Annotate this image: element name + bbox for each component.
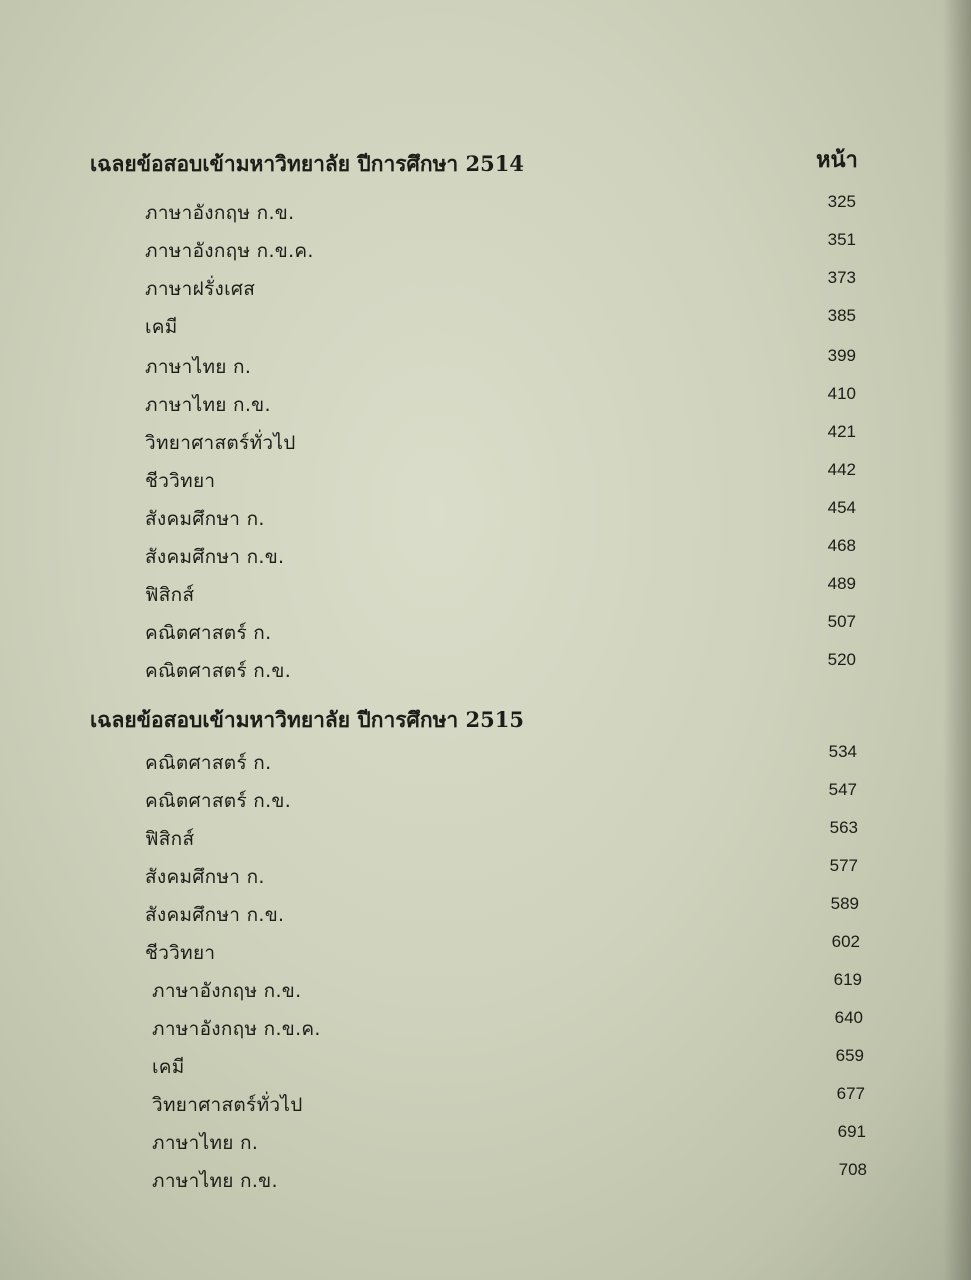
toc-entry-page: 640 <box>834 1008 863 1027</box>
toc-entry-subject: ภาษาฝรั่งเศส <box>145 278 256 300</box>
toc-entry-page: 421 <box>827 422 856 441</box>
toc-entry[interactable] <box>0 1160 971 1198</box>
toc-entry-page: 468 <box>827 536 856 555</box>
toc-entry-page: 547 <box>828 780 857 799</box>
toc-entry-subject: ภาษาอังกฤษ ก.ข.ค. <box>152 1018 321 1040</box>
toc-entry[interactable] <box>0 384 971 422</box>
toc-entry-subject: คณิตศาสตร์ ก. <box>145 622 272 644</box>
toc-entry[interactable] <box>0 780 971 818</box>
toc-entry-subject: คณิตศาสตร์ ก.ข. <box>145 790 292 812</box>
toc-entry-subject: ภาษาไทย ก.ข. <box>152 1170 278 1192</box>
toc-entry-page: 708 <box>838 1160 867 1179</box>
toc-entry-page: 677 <box>836 1084 865 1103</box>
toc-entry-subject: สังคมศึกษา ก.ข. <box>145 904 285 926</box>
toc-entry-page: 454 <box>827 498 856 517</box>
toc-entry-subject: สังคมศึกษา ก.ข. <box>145 546 285 568</box>
toc-entry-subject: คณิตศาสตร์ ก. <box>145 752 272 774</box>
toc-entry[interactable] <box>0 1084 971 1122</box>
toc-entry[interactable] <box>0 612 971 650</box>
toc-entry[interactable] <box>0 932 971 970</box>
toc-entry-subject: ฟิสิกส์ <box>145 584 195 606</box>
section-title-2515: เฉลยข้อสอบเข้ามหาวิทยาลัย ปีการศึกษา 2515 <box>90 707 524 732</box>
toc-entry-page: 507 <box>827 612 856 631</box>
toc-entry-page: 442 <box>827 460 856 479</box>
toc-entry-page: 619 <box>833 970 862 989</box>
toc-entry[interactable] <box>0 650 971 688</box>
toc-entry[interactable] <box>0 574 971 612</box>
toc-entry-page: 589 <box>830 894 859 913</box>
toc-entry-subject: ภาษาไทย ก. <box>152 1132 259 1154</box>
toc-entry-subject: ชีววิทยา <box>145 470 216 492</box>
toc-entry-subject: คณิตศาสตร์ ก.ข. <box>145 660 292 682</box>
toc-entry[interactable] <box>0 460 971 498</box>
toc-entry[interactable] <box>0 536 971 574</box>
toc-entry-page: 563 <box>829 818 858 837</box>
toc-entry[interactable] <box>0 970 971 1008</box>
toc-entry-page: 351 <box>827 230 856 249</box>
toc-entry-page: 577 <box>829 856 858 875</box>
toc-entry[interactable] <box>0 230 971 268</box>
toc-entry[interactable] <box>0 346 971 384</box>
toc-entry-page: 325 <box>827 192 856 211</box>
toc-entry[interactable] <box>0 192 971 230</box>
toc-entry-subject: ภาษาอังกฤษ ก.ข.ค. <box>145 240 314 262</box>
toc-entry-page: 489 <box>827 574 856 593</box>
toc-entry-page: 534 <box>828 742 857 761</box>
toc-entry-subject: วิทยาศาสตร์ทั่วไป <box>152 1094 303 1116</box>
toc-entry[interactable] <box>0 1046 971 1084</box>
toc-entry-page: 691 <box>837 1122 866 1141</box>
toc-entry-page: 373 <box>827 268 856 287</box>
page-column-header: หน้า <box>816 147 858 173</box>
toc-entry-subject: สังคมศึกษา ก. <box>145 866 265 888</box>
toc-entry[interactable] <box>0 422 971 460</box>
toc-entry-page: 385 <box>827 306 856 325</box>
toc-entry[interactable] <box>0 894 971 932</box>
toc-entry-page: 659 <box>835 1046 864 1065</box>
toc-entry[interactable] <box>0 306 971 344</box>
toc-entry-subject: ภาษาไทย ก. <box>145 356 252 378</box>
toc-entry[interactable] <box>0 268 971 306</box>
section-title-2514: เฉลยข้อสอบเข้ามหาวิทยาลัย ปีการศึกษา 2514 <box>90 151 524 176</box>
toc-entry-subject: ชีววิทยา <box>145 942 216 964</box>
toc-entry-subject: เคมี <box>145 316 178 338</box>
toc-entry-page: 520 <box>827 650 856 669</box>
toc-entry[interactable] <box>0 1122 971 1160</box>
toc-entry-subject: ภาษาไทย ก.ข. <box>145 394 271 416</box>
toc-entry-subject: ภาษาอังกฤษ ก.ข. <box>145 202 295 224</box>
toc-entry[interactable] <box>0 818 971 856</box>
toc-entry[interactable] <box>0 1008 971 1046</box>
toc-entry-page: 410 <box>827 384 856 403</box>
toc-entry-page: 399 <box>827 346 856 365</box>
toc-entry-page: 602 <box>831 932 860 951</box>
toc-entry-subject: วิทยาศาสตร์ทั่วไป <box>145 432 296 454</box>
toc-entry[interactable] <box>0 498 971 536</box>
toc-entry-subject: ฟิสิกส์ <box>145 828 195 850</box>
toc-entry-subject: สังคมศึกษา ก. <box>145 508 265 530</box>
toc-entry-subject: เคมี <box>152 1056 185 1078</box>
toc-entry[interactable] <box>0 856 971 894</box>
toc-entry[interactable] <box>0 742 971 780</box>
toc-entry-subject: ภาษาอังกฤษ ก.ข. <box>152 980 302 1002</box>
